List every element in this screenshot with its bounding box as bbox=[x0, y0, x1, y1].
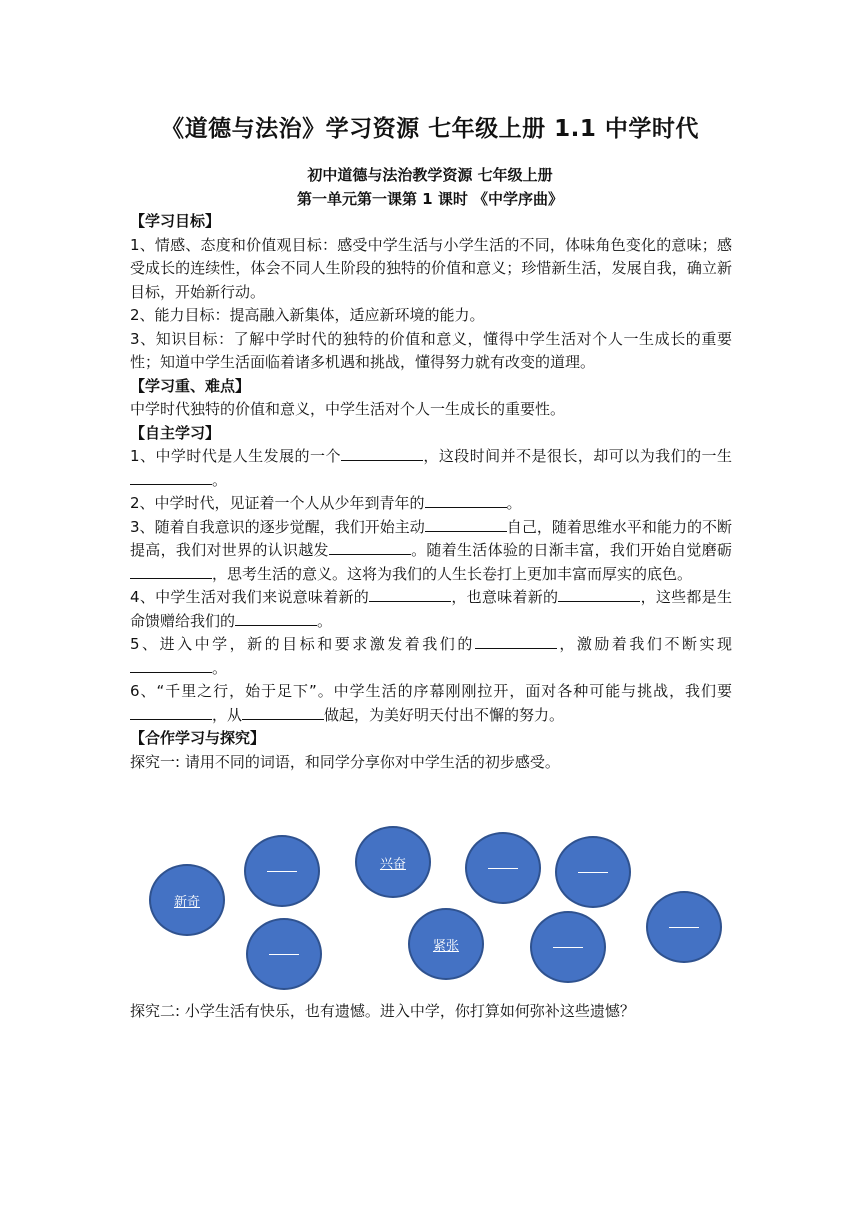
answer-blank bbox=[130, 704, 212, 720]
q1-text-a: 1、中学时代是人生发展的一个 bbox=[130, 447, 341, 465]
answer-blank bbox=[130, 469, 212, 485]
answer-blank bbox=[558, 586, 640, 602]
answer-blank bbox=[369, 586, 451, 602]
subtitle-resource: 初中道德与法治教学资源 七年级上册 bbox=[307, 166, 553, 184]
explore-one: 探究一: 请用不同的词语，和同学分享你对中学生活的初步感受。 bbox=[130, 752, 560, 771]
answer-blank bbox=[425, 516, 507, 532]
document-body bbox=[130, 210, 732, 774]
bubble-novel bbox=[149, 864, 225, 936]
answer-blank bbox=[242, 704, 324, 720]
heading-cooperative-study: 【合作学习与探究】 bbox=[130, 729, 266, 747]
q4-text-c: ，这些都是生命馈赠给我们的 bbox=[130, 588, 732, 630]
q3-text-c: 。随着生活体验的日渐丰富，我们开始自觉磨砺 bbox=[410, 541, 732, 559]
bubble-excited bbox=[355, 826, 431, 898]
goal-3: 3、知识目标：了解中学时代的独特的价值和意义，懂得中学生活对个人一生成长的重要性；知道中学生活面临着诸多机遇和挑战，懂得努力就有改变的道理。 bbox=[130, 329, 732, 371]
bubble-nervous bbox=[408, 908, 484, 980]
bubble-blank bbox=[530, 911, 606, 983]
answer-blank bbox=[130, 563, 212, 579]
answer-blank bbox=[130, 657, 212, 673]
bubble-blank bbox=[465, 832, 541, 904]
q6-text-a: 6、“千里之行，始于足下”。中学生活的序幕刚刚拉开，面对各种可能与挑战，我们要 bbox=[130, 682, 732, 700]
q2-text-a: 2、中学时代，见证着一个人从少年到青年的 bbox=[130, 494, 425, 512]
q5-text-b: ，激励着我们不断实现 bbox=[556, 635, 732, 653]
answer-blank bbox=[235, 610, 317, 626]
question-3 bbox=[130, 516, 732, 587]
goal-1: 1、情感、态度和价值观目标：感受中学生活与小学生活的不同，体味角色变化的意味；感受成长的连续性，体会不同人生阶段的独特的价值和意义；珍惜新生活，发展自我，确立新目标，开始新行动。 bbox=[130, 235, 732, 301]
answer-blank bbox=[329, 539, 411, 555]
q5-text-c: 。 bbox=[212, 658, 228, 677]
bubble-blank bbox=[555, 836, 631, 908]
bubble-blank-line bbox=[488, 868, 518, 869]
question-2 bbox=[130, 492, 732, 516]
bubble-label: 新奇 bbox=[173, 894, 200, 910]
heading-learning-goals: 【学习目标】 bbox=[130, 212, 221, 230]
q3-text-d: ，思考生活的意义。这将为我们的人生长卷打上更加丰富而厚实的底色。 bbox=[212, 564, 693, 583]
bubble-blank bbox=[646, 891, 722, 963]
answer-blank bbox=[341, 445, 423, 461]
bubble-label: 紧张 bbox=[432, 938, 459, 954]
bubble-blank-line bbox=[269, 954, 299, 955]
document-title: 《道德与法治》学习资源 七年级上册 1.1 中学时代 bbox=[161, 116, 699, 142]
question-6 bbox=[130, 680, 732, 727]
heading-key-points: 【学习重、难点】 bbox=[130, 376, 251, 395]
bubble-blank-line bbox=[267, 871, 297, 872]
heading-self-study: 【自主学习】 bbox=[130, 423, 221, 442]
q3-text-b: 自己，随着思维水平和能力的不断提高，我们对世界的认识越发 bbox=[130, 517, 732, 559]
question-5 bbox=[130, 633, 732, 680]
goal-2: 2、能力目标：提高融入新集体，适应新环境的能力。 bbox=[130, 306, 485, 324]
explore-two: 探究二: 小学生活有快乐，也有遗憾。进入中学，你打算如何弥补这些遗憾？ bbox=[130, 1002, 635, 1020]
q6-text-c: 做起，为美好明天付出不懈的努力。 bbox=[324, 705, 565, 724]
q1-text-c: 。 bbox=[212, 470, 228, 489]
bubble-blank-line bbox=[578, 872, 608, 873]
subtitle-lesson: 第一单元第一课第 1 课时 《中学序曲》 bbox=[296, 190, 564, 208]
bubble-label: 兴奋 bbox=[379, 856, 406, 872]
q2-text-b: 。 bbox=[506, 494, 522, 512]
q4-text-d: 。 bbox=[317, 611, 333, 630]
question-1 bbox=[130, 445, 732, 492]
q4-text-a: 4、中学生活对我们来说意味着新的 bbox=[130, 588, 370, 606]
bubble-blank-line bbox=[669, 927, 699, 928]
key-points-text: 中学时代独特的价值和意义，中学生活对个人一生成长的重要性。 bbox=[130, 400, 566, 418]
q1-text-b: ，这段时间并不是很长，却可以为我们的一生 bbox=[422, 447, 732, 465]
question-4 bbox=[130, 586, 732, 633]
answer-blank bbox=[425, 492, 507, 508]
q6-text-b: ，从 bbox=[212, 705, 243, 724]
bubble-blank-line bbox=[553, 947, 583, 948]
q4-text-b: ，也意味着新的 bbox=[451, 588, 559, 606]
q3-text-a: 3、随着自我意识的逐步觉醒，我们开始主动 bbox=[130, 517, 425, 536]
bubble-blank bbox=[246, 918, 322, 990]
answer-blank bbox=[475, 633, 557, 649]
bubble-blank bbox=[244, 835, 320, 907]
q5-text-a: 5、进入中学，新的目标和要求激发着我们的 bbox=[130, 635, 475, 653]
